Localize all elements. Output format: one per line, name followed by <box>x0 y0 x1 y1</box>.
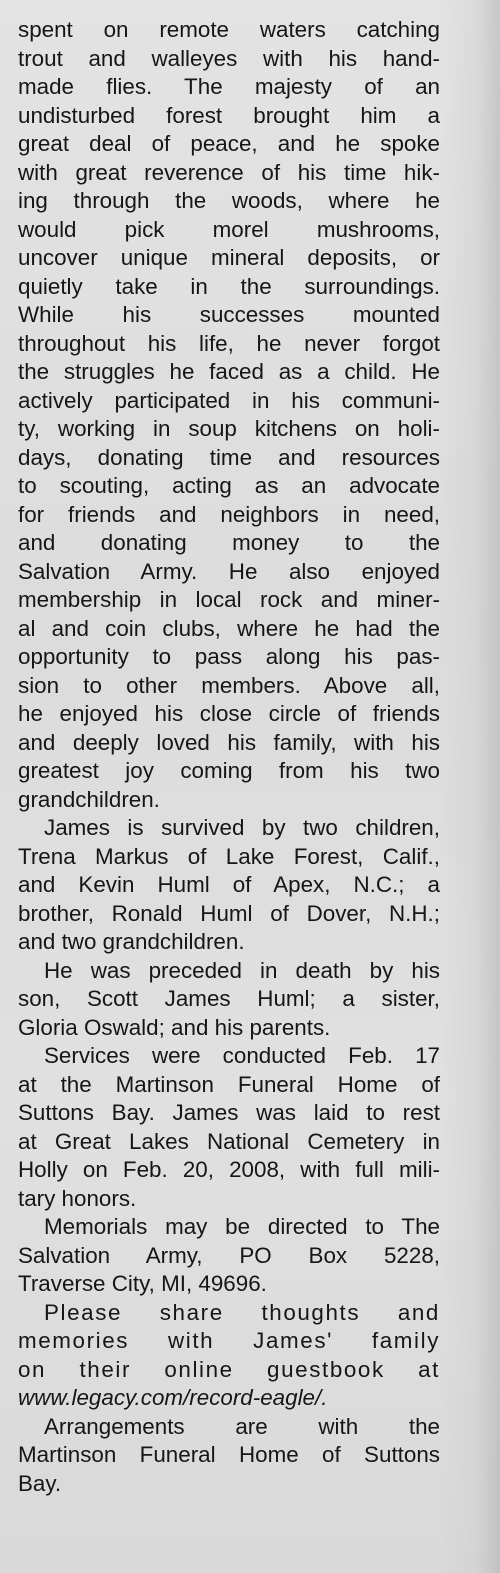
obituary-column <box>18 16 440 1498</box>
text-line: and deeply loved his family, with his <box>18 729 440 755</box>
text-line: opportunity to pass along his pas- <box>18 644 440 669</box>
paragraph-survived-by <box>18 814 440 957</box>
text-line: grandchildren. <box>18 786 160 812</box>
text-line: James is survived by two children, <box>44 815 440 840</box>
text-line: to scouting, acting as an advocate <box>18 473 440 498</box>
text-line: and Kevin Huml of Apex, N.C.; a <box>18 872 440 897</box>
text-line: would pick morel mushrooms, <box>18 216 440 242</box>
text-line: Suttons Bay. James was laid to rest <box>18 1100 440 1125</box>
text-line: Arrangements are with the <box>44 1413 440 1439</box>
text-line: greatest joy coming from his two <box>18 758 440 783</box>
text-line: and donating money to the <box>18 530 440 555</box>
text-line: He was preceded in death by his <box>44 957 440 983</box>
paragraph-memorials <box>18 1213 440 1299</box>
text-line: Please share thoughts and <box>44 1299 440 1325</box>
guestbook-url: www.legacy.com/record-eagle/. <box>18 1385 328 1410</box>
text-line: al and coin clubs, where he had the <box>18 615 440 641</box>
text-line: quietly take in the surroundings. <box>18 273 440 299</box>
text-line: at Great Lakes National Cemetery in <box>18 1128 440 1154</box>
text-line: Memorials may be directed to The <box>44 1214 440 1239</box>
text-line: Services were conducted Feb. 17 <box>44 1043 440 1068</box>
text-line: days, donating time and resources <box>18 444 440 470</box>
text-line: undisturbed forest brought him a <box>18 102 440 128</box>
text-line: son, Scott James Huml; a sister, <box>18 986 440 1011</box>
paragraph-life-story <box>18 16 440 814</box>
text-line: actively participated in his communi- <box>18 387 440 413</box>
text-line: at the Martinson Funeral Home of <box>18 1071 440 1097</box>
text-line: Salvation Army, PO Box 5228, <box>18 1242 440 1268</box>
text-line: he enjoyed his close circle of friends <box>18 701 440 726</box>
text-line: brother, Ronald Huml of Dover, N.H.; <box>18 900 440 926</box>
paragraph-arrangements <box>18 1413 440 1499</box>
text-line: membership in local rock and miner- <box>18 587 440 612</box>
text-line: on their online guestbook at <box>18 1356 440 1382</box>
paragraph-services <box>18 1042 440 1213</box>
paragraph-guestbook <box>18 1299 440 1413</box>
text-line: spent on remote waters catching <box>18 17 440 42</box>
text-line: Holly on Feb. 20, 2008, with full mili- <box>18 1157 440 1182</box>
text-line: trout and walleyes with his hand- <box>18 45 440 71</box>
text-line: made flies. The majesty of an <box>18 74 440 99</box>
text-line: the struggles he faced as a child. He <box>18 359 440 384</box>
text-line: Gloria Oswald; and his parents. <box>18 1014 331 1040</box>
text-line: While his successes mounted <box>18 302 440 327</box>
text-line: for friends and neighbors in need, <box>18 501 440 527</box>
text-line: with great reverence of his time hik- <box>18 159 440 185</box>
text-line: ty, working in soup kitchens on holi- <box>18 416 440 441</box>
text-line: sion to other members. Above all, <box>18 672 440 698</box>
text-line: Traverse City, MI, 49696. <box>18 1271 267 1296</box>
text-line: tary honors. <box>18 1185 137 1211</box>
text-line: Bay. <box>18 1470 62 1496</box>
text-line: memories with James' family <box>18 1328 440 1353</box>
text-line: and two grandchildren. <box>18 929 245 954</box>
text-line: great deal of peace, and he spoke <box>18 131 440 156</box>
text-line: throughout his life, he never forgot <box>18 330 440 356</box>
text-line: ing through the woods, where he <box>18 188 440 213</box>
text-line: Trena Markus of Lake Forest, Calif., <box>18 843 440 869</box>
paragraph-preceded-in-death <box>18 957 440 1043</box>
page-edge-shadow <box>442 0 500 1573</box>
text-line: Martinson Funeral Home of Suttons <box>18 1442 440 1467</box>
text-line: Salvation Army. He also enjoyed <box>18 558 440 584</box>
text-line: uncover unique mineral deposits, or <box>18 245 440 270</box>
